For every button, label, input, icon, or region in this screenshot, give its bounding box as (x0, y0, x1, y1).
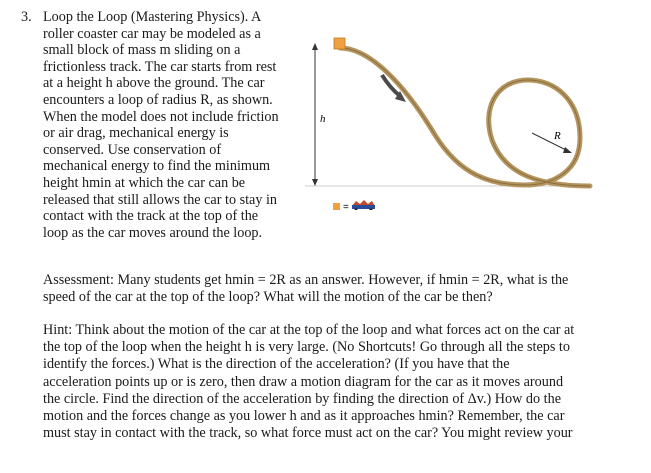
problem-line: small block of mass m sliding on a (43, 42, 241, 59)
loop-the-loop-figure (300, 30, 600, 210)
block-mass (334, 38, 345, 49)
problem-line: conserved. Use conservation of (43, 141, 222, 158)
problem-line: contact with the track at the top of the (43, 208, 259, 225)
assessment-line: Assessment: Many students get hmin = 2R as an answer. However, if hmin = 2R, what is the (43, 272, 569, 288)
coaster-track (340, 48, 590, 186)
problem-line: Loop the Loop (Mastering Physics). A (43, 9, 262, 25)
hint-line: the circle. Find the direction of the acceleration by finding the direction of Δv.) How do the (43, 390, 561, 407)
hint-line: the top of the loop when the height h is very large. (No Shortcuts! Go through all the steps to (43, 339, 570, 356)
problem-line: height hmin at which the car can be (43, 174, 246, 191)
assessment-paragraph (43, 272, 633, 306)
hint-line: identify the forces.) What is the direction of the acceleration? (If you have that the (43, 356, 510, 373)
height-arrow-top (312, 43, 318, 50)
hint-line: motion and the forces change as you lower h and as it approaches hmin? Remember, the car (43, 408, 565, 425)
assessment-line: speed of the car at the top of the loop? What will the motion of the car be then? (43, 289, 493, 306)
problem-line: or air drag, mechanical energy is (43, 125, 229, 142)
problem-line: When the model does not include friction (43, 108, 279, 125)
problem-line: released that still allows the car to stay in (43, 191, 278, 208)
hint-line: Hint: Think about the motion of the car at the top of the loop and what forces act on the car at (43, 322, 575, 338)
problem-line: encounters a loop of radius R, as shown. (43, 91, 273, 108)
hint-line: must stay in contact with the track, so what force must act on the car? You might review your (43, 425, 573, 442)
problem-line: mechanical energy to find the minimum (43, 158, 271, 175)
radius-label: R (554, 130, 561, 142)
problem-statement (43, 9, 301, 241)
height-arrow-bottom (312, 179, 318, 186)
height-label: h (320, 113, 326, 125)
legend-car-icon (352, 200, 375, 210)
legend-block (333, 203, 340, 210)
legend-equals: = (343, 202, 349, 210)
problem-line: frictionless track. The car starts from rest (43, 58, 277, 75)
problem-line: loop as the car moves around the loop. (43, 224, 263, 241)
hint-paragraph (43, 322, 633, 442)
hint-line: acceleration points up or is zero, then draw a motion diagram for the car as it moves around (43, 373, 564, 390)
problem-line: roller coaster car may be modeled as a (43, 25, 261, 42)
problem-number: 3. (21, 9, 32, 25)
radius-arrow (563, 147, 572, 153)
problem-line: at a height h above the ground. The car (43, 75, 265, 92)
